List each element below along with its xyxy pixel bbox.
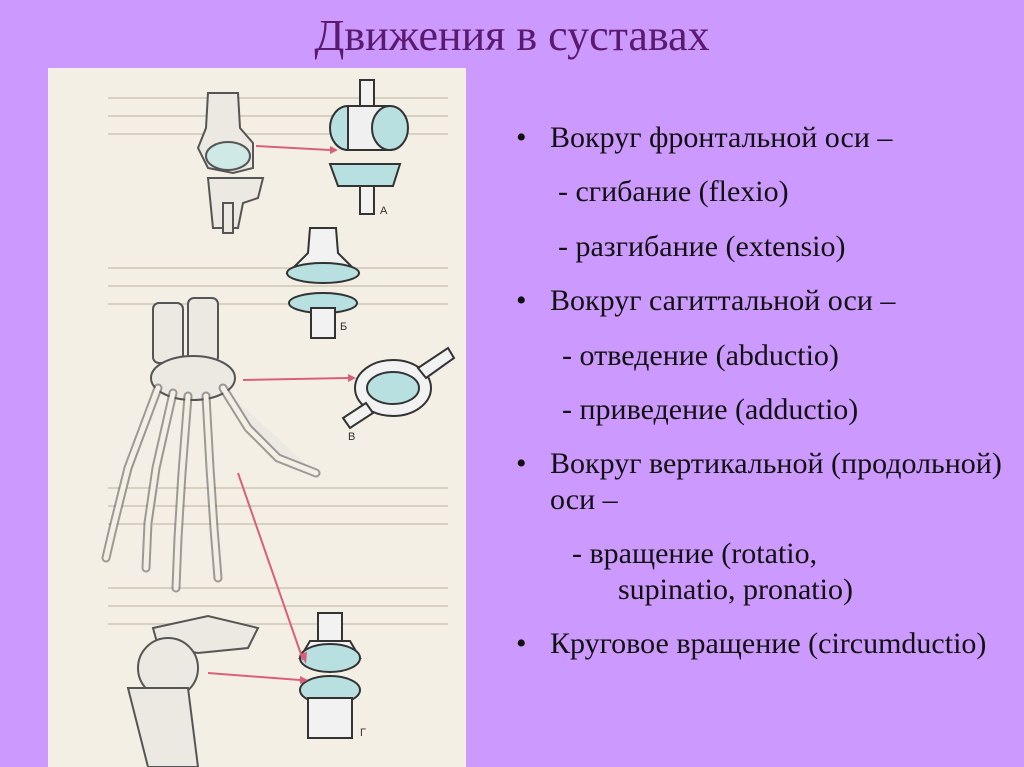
bullet: • — [516, 447, 527, 481]
list-item-circumductio — [512, 626, 1017, 661]
arrow-b — [243, 378, 348, 380]
bullet: • — [516, 121, 527, 154]
list-subitem-adductio: - приведение (adductio) — [562, 392, 859, 426]
list-item-sagittal-axis — [512, 283, 1017, 318]
list-subitem-rotatio — [512, 536, 1017, 607]
label-a: А — [380, 205, 388, 217]
slide-title: Движения в суставах — [314, 11, 710, 60]
movement-list — [512, 120, 1017, 680]
hinge-joint-model — [330, 80, 408, 214]
ball-joint-model — [300, 613, 360, 738]
list-item-text: Вокруг вертикальной (продольной) оси – — [550, 447, 1002, 516]
arrow-g-2 — [208, 673, 300, 680]
label-v: В — [348, 431, 356, 443]
label-b: Б — [340, 321, 348, 333]
joint-movement-illustration — [48, 68, 466, 767]
list-subitem-flexio: - сгибание (flexio) — [558, 175, 789, 209]
list-subitem-text: - вращение (rotatio, — [572, 537, 818, 571]
list-subitem-abductio: - отведение (abductio) — [562, 338, 839, 372]
list-subitem-extensio: - разгибание (extensio) — [558, 229, 846, 263]
label-g: Г — [360, 727, 366, 739]
list-item-vertical-axis — [512, 446, 1017, 517]
arrow-a — [256, 146, 330, 150]
shoulder-bones-drawing — [128, 616, 258, 767]
list-subitem-continuation: supinatio, pronatio) — [618, 572, 853, 606]
list-item-text: Круговое вращение (circumductio) — [550, 626, 987, 660]
ellipsoid-joint-model — [343, 348, 454, 428]
bullet: • — [516, 284, 527, 318]
saddle-joint-model — [287, 228, 359, 338]
list-item-text: Вокруг сагиттальной оси – — [550, 284, 896, 318]
bullet: • — [516, 626, 527, 660]
list-item-text: Вокруг фронтальной оси – — [550, 121, 893, 154]
list-item-frontal-axis — [512, 120, 1017, 155]
